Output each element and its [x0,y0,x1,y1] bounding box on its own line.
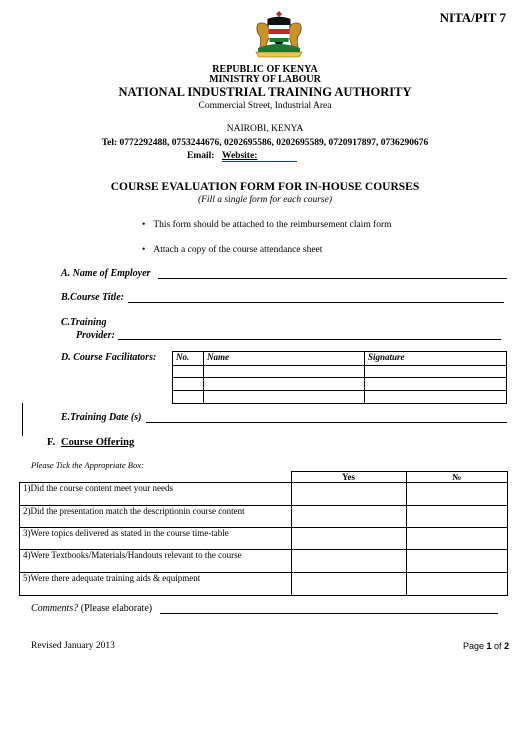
col-no-answer: № [406,472,508,483]
table-cell[interactable] [173,366,204,378]
col-signature: Signature [365,352,507,366]
table-row [173,366,507,378]
revision-date: Revised January 2013 [31,641,115,651]
no-box[interactable] [406,528,508,550]
margin-mark [22,403,23,436]
table-cell[interactable] [204,391,365,404]
table-cell[interactable] [173,378,204,391]
yes-box[interactable] [291,550,406,573]
provider-field[interactable] [118,339,501,340]
table-cell[interactable] [365,391,507,404]
document-code: NITA/PIT 7 [439,10,506,25]
facilitators-header-row [173,352,507,366]
table-row [173,378,507,391]
table-row [173,391,507,404]
address-city: NAIROBI, KENYA [226,124,304,134]
republic-line: REPUBLIC OF KENYA [212,64,318,75]
offering-header-row [20,472,508,483]
no-box[interactable] [406,550,508,573]
col-yes: Yes [291,472,406,483]
form-title: COURSE EVALUATION FORM FOR IN-HOUSE COURSES [110,181,420,193]
table-row [20,573,508,596]
table-row [20,528,508,550]
telephone-line: Tel: 0772292488, 0753244676, 0202695586, 0202695589, 0720917897, 0736290676 [101,138,429,148]
form-subtitle: (Fill a single form for each course) [197,195,333,205]
table-cell[interactable] [204,366,365,378]
question-text: 3)Were topics delivered as stated in the course time-table [20,528,292,550]
question-text: 1)Did the course content meet your needs [20,483,292,506]
authority-name: NATIONAL INDUSTRIAL TRAINING AUTHORITY [118,85,412,99]
section-f-title: Course Offering [61,437,135,448]
comments-field[interactable] [160,613,498,614]
question-text: 4)Were Textbooks/Materials/Handouts relevant to the course [20,550,292,573]
question-text: 5)Were there adequate training aids & equipment [20,573,292,596]
col-no: No. [173,352,204,366]
address-street: Commercial Street, Industrial Area [198,101,332,111]
header-spacer [20,472,292,483]
table-cell[interactable] [365,366,507,378]
instruction-bullet: • This form should be attached to the reimbursement claim form [142,220,392,230]
training-date-field[interactable] [146,422,507,423]
table-row [20,550,508,573]
provider-label: C.Training [61,317,107,328]
table-row [20,483,508,506]
course-title-label: B.Course Title: [61,292,124,303]
table-cell[interactable] [365,378,507,391]
facilitators-table [172,351,507,404]
yes-box[interactable] [291,528,406,550]
comments-label: Comments? (Please elaborate) [31,603,153,614]
question-text: 2)Did the presentation match the descriptionin course content [20,506,292,528]
tick-instruction: Please Tick the Appropriate Box: [31,460,144,470]
table-cell[interactable] [204,378,365,391]
yes-box[interactable] [291,573,406,596]
table-cell[interactable] [173,391,204,404]
col-name: Name [204,352,365,366]
ministry-line: MINISTRY OF LABOUR [209,74,321,85]
course-offering-table [19,471,508,596]
no-box[interactable] [406,483,508,506]
facilitators-label: D. Course Facilitators: [61,352,157,363]
yes-box[interactable] [291,506,406,528]
training-date-label: E.Training Date (s) [61,412,142,423]
website-link[interactable]: Website: [222,151,297,162]
course-title-field[interactable] [128,302,504,303]
employer-label: A. Name of Employer [61,268,151,279]
provider-label-cont: Provider: [76,330,115,341]
email-label: Email: [187,151,215,161]
instruction-bullet: • Attach a copy of the course attendance sheet [142,245,322,255]
no-box[interactable] [406,573,508,596]
section-f-letter: F. [47,437,56,448]
no-box[interactable] [406,506,508,528]
yes-box[interactable] [291,483,406,506]
table-row [20,506,508,528]
page-indicator: Page 1 of 2 [463,641,510,651]
employer-field[interactable] [158,278,507,279]
coat-of-arms-emblem [252,10,306,58]
